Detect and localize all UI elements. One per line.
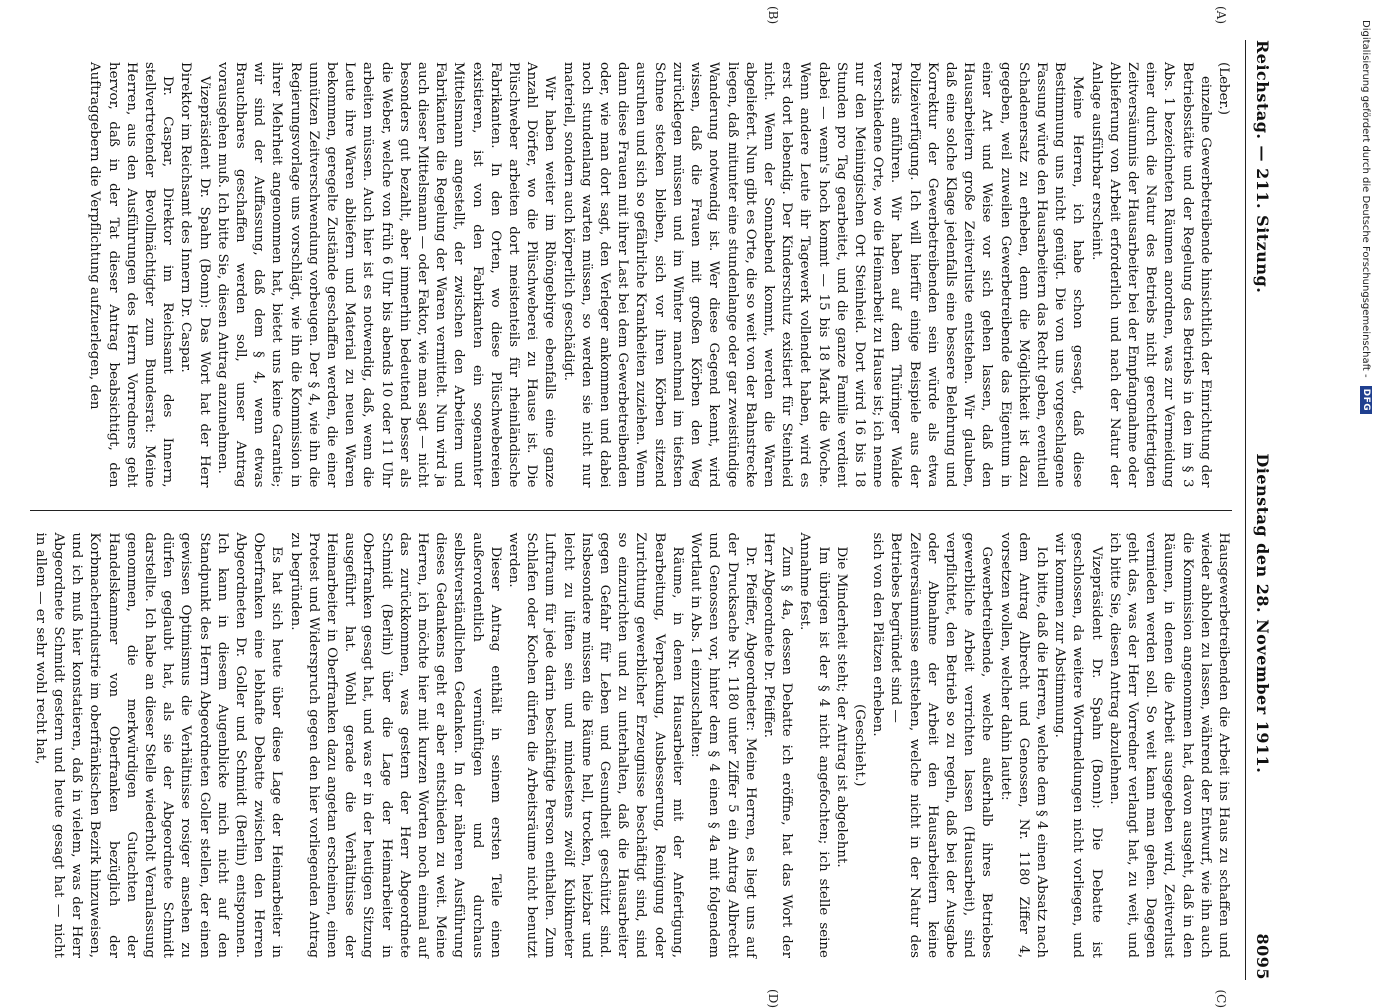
paragraph: Meine Herren, ich habe schon gesagt, daß diese Bestimmung uns nicht genügt. Die von uns vorgeschlagene Fassung würde den Hausarbeitern das Recht geben, eventuell Schadenersatz zu erheben, denn die Möglichkeit ist dazu gegeben, weil zuweilen Gewerbetreibende das Eigentum in einer Art und Weise vor sich gehen lassen, daß den Hausarbeitern große Zeitverluste entstehen. Wir glauben, daß eine solche Klage jedenfalls eine bessere Belehrung und Korrektur der Gewerbetreibenden sein würde als etwa Polizeiverfügung. Ich will hierfür einige Beispiele aus der Praxis anführen. Wir haben auf dem Thüringer Walde verschiedene Orte, wo die Heimarbeit zu Hause ist; ich nenne nur den Meiningischen Ort Steinheid. Dort wird 16 bis 18 Stunden pro Tag gearbeitet, und die ganze Familie verdient dabei — wenn's hoch kommt — 15 bis 18 Mark die Woche. Wenn andere Leute ihr Tagewerk vollendet haben, wird es erst dort lebendig. Der Kinderschutz existiert für Steinheid nicht. Wenn der Sonnabend kommt, werden die Waren abgeliefert. Nun gibt es Orte, die so weit von der Bahnstrecke liegen, daß mitunter eine stundenlange oder gar zweistündige Wanderung notwendig ist. Wer diese Gegend kennt, wird wissen, daß die Frauen mit großen Körben den Weg zurücklegen müssen und im Winter manchmal im tiefsten Schnee stecken bleiben, sich vor ihren Körben sitzend ausruhen und sich so gefährliche Krankheiten zuziehen. Wenn dann diese Frauen mit ihrer Last bei dem Gewerbetreibenden oder, wie man dort sagt, den Verleger ankommen und dabei noch stundenlang warten müssen, so werden sie nicht nur materiell, sondern auch körperlich geschädigt. <box>560 62 1086 488</box>
paragraph: Hausgewerbetreibenden die Arbeit ins Haus zu schaffen und wieder abholen zu lassen, während der Entwurf, wie ihn auch die Kommission angenommen hat, davon ausgeht, daß in den Räumen, in denen die Arbeit ausgegeben wird, Zeitverlust vermieden werden soll. So weit kann man gehen. Dagegen geht das, was der Herr Vorredner verlangt hat, zu weit, und ich bitte Sie, diesen Antrag abzulehnen. <box>1106 532 1231 958</box>
page-header <box>1245 40 1280 980</box>
caspar-statement: Dr. Caspar, Direktor im Reichsamt des Innern, stellvertretender Bevollmächtigter zum Bundesrat: Meine Herren, aus den Ausführungen des Herrn Vorredners geht hervor, daß in der Tat dieser Antrag beabsichtigt, den Auftraggebern die Verpflichtung aufzuerlegen, den <box>87 62 176 488</box>
paragraph: Dieser Antrag enthält in seinem ersten Teile einen außerordentlich vernünftigen und durchaus selbstverständlichen Gedanken. In der näheren Ausführung dieses Gedankens geht er aber entschieden zu weit. Meine Herren, ich möchte hier mit kurzen Worten noch einmal auf das zurückkommen, was gestern der Herr Abgeordnete Schmidt (Berlin) über die Lage der Heimarbeiter in Oberfranken gesagt hat, und was er in der heutigen Sitzung ausgeführt hat. Wohl gerade die Verhältnisse der Heimarbeiter in Oberfranken dazu angetan erscheinen, einen Protest und Widerspruch gegen den hier vorliegenden Antrag zu begründen. <box>287 532 503 958</box>
marker-b: (B) <box>766 6 780 25</box>
left-column <box>30 6 1232 510</box>
marker-c: (C) <box>1214 989 1228 1008</box>
paragraph: Wir haben weiter im Rhöngebirge ebenfalls eine ganze Anzahl Dörfer, wo die Plüschweberei zu Hause ist. Die Plüschweber arbeiten dort meistenteils für rheinländische Fabrikanten. In den Orten, wo diese Plüschwebereien existieren, ist von den Fabrikanten ein sogenannter Mittelsmann angestellt, der zwischen den Arbeitern und Fabrikanten die Regelung der Waren vermittelt. Nun wird ja auch dieser Mittelsmann — oder Faktor, wie man sagt — nicht besonders gut bezahlt, aber immerhin bedeutend besser als die Weber, welche von früh 6 Uhr bis abends 10 oder 11 Uhr arbeiten müssen. Auch hier ist es notwendig, daß, wenn die Leute ihre Waren abliefern und Material zu neuen Waren bekommen, geregelte Zustände geschaffen werden, die einer unnützen Zeitverschwendung vorbeugen. Der § 4, wie ihn die Regierungsvorlage uns vorschlägt, wie ihn die Kommission in ihrer Mehrheit angenommen hat, bietet uns keine Garantie; wir sind der Auffassung, daß dem § 4, wenn etwas Brauchbares geschaffen werden soll, unser Antrag vorausgehen muß. Ich bitte Sie, diesen Antrag anzunehmen. <box>214 62 558 488</box>
vote-paragraph: Im übrigen ist der § 4 nicht angefochten; ich stelle seine Annahme fest. <box>797 532 831 958</box>
right-column <box>30 510 1232 1008</box>
paragraph: einzelne Gewerbetreibende hinsichtlich der Einrichtung der Betriebsstätte und der Regelung des Betriebs in den im § 3 Abs. 1 bezeichneten Räumen anordnen, was zur Vermeidung einer durch die Natur des Betriebs nicht gerechtfertigten Zeitversäumnis der Hausarbeiter bei der Empfangnahme oder Ablieferung von Arbeit erforderlich und nach der Natur der Anlage ausführbar erscheint. <box>1088 62 1213 488</box>
vote-paragraph: sich von den Plätzen erheben. <box>870 532 886 737</box>
vote-paragraph: Die Minderheit steht; der Antrag ist abgelehnt. <box>833 546 849 868</box>
page-body <box>30 6 1280 1008</box>
header-left: Reichstag. — 211. Sitzung. <box>1253 40 1273 294</box>
president-statement: Vizepräsident Dr. Spahn (Bonn): Das Wort hat der Herr Direktor im Reichsamt des Innern Dr. Caspar. <box>178 62 212 488</box>
quoted-amendment: Räume, in denen Hausarbeiter mit der Anfertigung, Bearbeitung, Verpackung, Ausbesserung, Reinigung oder Zurichtung gewerblicher Erzeugnisse beschäftigt sind, sind so einzurichten und zu unterhalten, daß die Hausarbeiter gegen Gefahr für Leben und Gesundheit geschützt sind. Insbesondere müssen die Räume hell, trocken, heizbar und leicht zu lüften sein und mindestens zwölf Kubikmeter Luftraum für jede darin beschäftigte Person enthalten. Zum Schlafen oder Kochen dürfen die Arbeitsräume nicht benutzt werden. <box>506 532 685 958</box>
dfg-logo: DFG <box>1360 386 1372 415</box>
credit-line <box>1354 20 1378 980</box>
paragraph: Es hat sich heute über diese Lage der Heimarbeiter in Oberfranken eine lebhafte Debatte zwischen den Herren Abgeordneten Dr. Goller und Schmidt (Berlin) entsponnen. Ich kann in diesem Augenblicke mich nicht auf den Standpunkt des Herrn Abgeordneten Goller stellen, der einen gewissen Optimismus die Verhältnisse rosiger ansehen zu dürfen geglaubt hat, als sie der Abgeordnete Schmidt darstellte. Ich habe an dieser Stelle wiederholt Veranlassung genommen, die merkwürdigen Gutachten der Handelskammer von Oberfranken bezüglich der Korbmacherindustrie im oberfränkischen Bezirk hinzuweisen, und ich muß hier konstatieren, daß in vielem, was der Herr Abgeordnete Schmidt gestern und heute gesagt hat — nicht in allem — er sehr wohl recht hat, <box>32 532 285 958</box>
continuation-speaker: (Leber.) <box>1216 62 1231 115</box>
vote-paragraph: Zum § 4a, dessen Debatte ich eröffne, hat das Wort der Herr Abgeordnete Dr. Pfeiffer. <box>760 532 795 958</box>
marker-a: (A) <box>1214 6 1228 25</box>
credit-text: Digitalisierung gefördert durch die Deutsche Forschungsgemeinschaft - <box>1360 20 1372 378</box>
credit-strip <box>1352 0 1383 1000</box>
text-columns <box>30 6 1232 1008</box>
vote-paragraph: Ich bitte, daß die Herren, welche dem § 4 einen Absatz nach dem Antrag Albrecht und Genossen, Nr. 1180 Ziffer 4, vorsetzen wollen, welcher dahin lautet: <box>997 532 1049 958</box>
marker-d: (D) <box>766 989 780 1008</box>
header-date: Dienstag den 28. November 1911. <box>1253 453 1273 774</box>
page-number: 8095 <box>1253 933 1273 980</box>
president-statement: Vizepräsident Dr. Spahn (Bonn): Die Debatte ist geschlossen, da weitere Wortmeldungen nicht vorliegen, und wir kommen zur Abstimmung. <box>1052 532 1104 958</box>
stage-direction: (Geschieht.) <box>851 703 867 787</box>
speaker-intro: Dr. Pfeiffer, Abgeordneter: Meine Herren, es liegt uns auf der Drucksache Nr. 1180 unter Ziffer 5 ein Antrag Albrecht und Genossen vor, hinter dem § 4 einen § 4a mit folgendem Wortlaut in Abs. 1 einzuschalten: <box>688 532 758 958</box>
quoted-amendment: Gewerbetreibende, welche außerhalb ihres Betriebes gewerbliche Arbeit verrichten lassen (Hausarbeit), sind verpflichtet, den Betrieb so zu regeln, daß bei der Ausgabe oder Abnahme der Arbeit den Hausarbeitern keine Zeitversäumnisse entstehen, welche nicht in der Natur des Betriebes begründet sind — <box>888 532 995 958</box>
